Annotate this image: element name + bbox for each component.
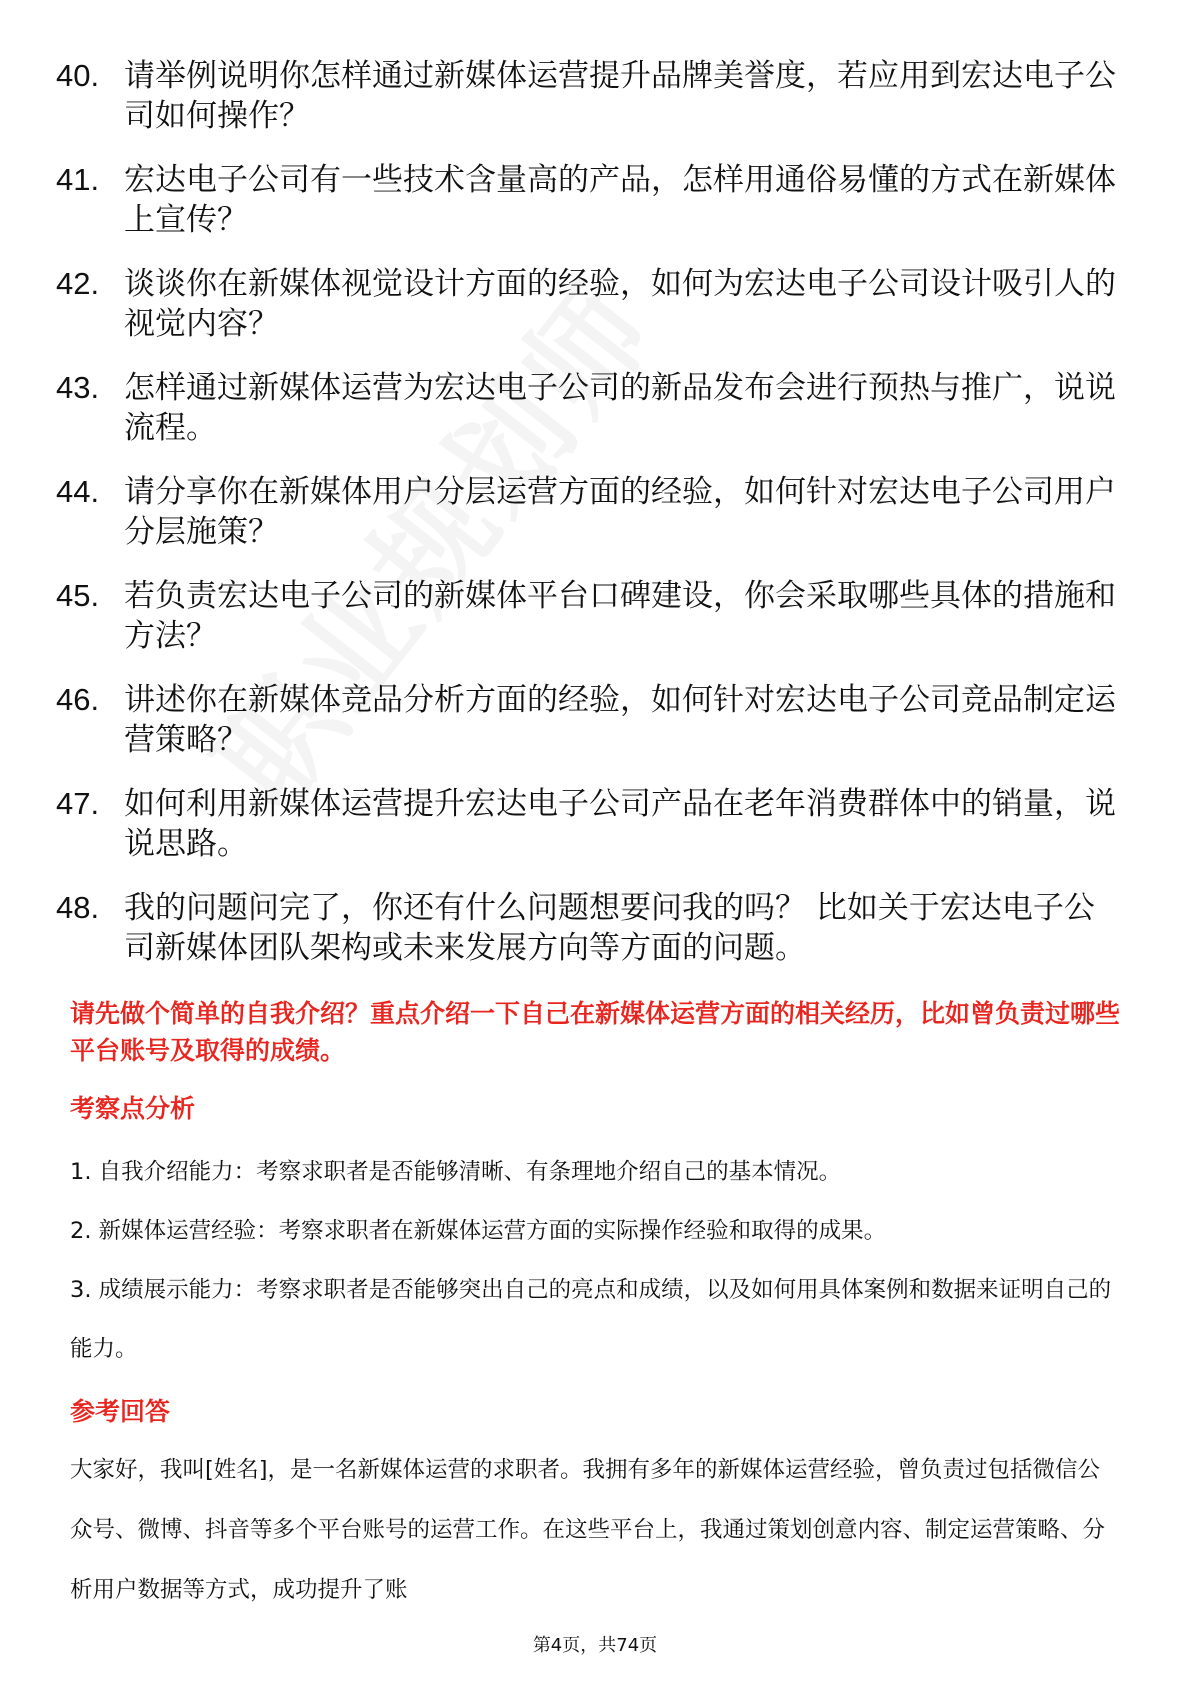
question-text: 宏达电子公司有一些技术含量高的产品，怎样用通俗易懂的方式在新媒体上宣传？ [124,162,1116,238]
question-text: 请举例说明你怎样通过新媒体运营提升品牌美誉度，若应用到宏达电子公司如何操作？ [124,58,1116,134]
question-item [56,368,1116,448]
question-item [56,56,1116,136]
question-text: 怎样通过新媒体运营为宏达电子公司的新品发布会进行预热与推广，说说流程。 [124,370,1116,446]
analysis-list [70,1143,1120,1379]
question-number: 48. [56,890,100,925]
question-text: 我的问题问完了，你还有什么问题想要问我的吗？ 比如关于宏达电子公司新媒体团队架构或未来发展方向等方面的问题。 [124,890,1095,966]
question-item [56,680,1116,760]
question-number: 40. [56,58,100,93]
question-number: 44. [56,474,100,509]
question-list [56,56,1116,992]
reference-answer-heading: 参考回答 [70,1397,171,1426]
question-number: 43. [56,370,100,405]
question-number: 42. [56,266,100,301]
question-text: 谈谈你在新媒体视觉设计方面的经验，如何为宏达电子公司设计吸引人的视觉内容？ [124,266,1116,342]
question-number: 46. [56,682,100,717]
reference-answer-text: 大家好，我叫[姓名]，是一名新媒体运营的求职者。我拥有多年的新媒体运营经验，曾负责过包括微信公众号、微博、抖音等多个平台账号的运营工作。在这些平台上，我通过策划创意内容、制定运营策略、分析用户数据等方式，成功提升了账 [70,1457,1106,1603]
question-text: 若负责宏达电子公司的新媒体平台口碑建设，你会采取哪些具体的措施和方法？ [124,578,1116,654]
question-item [56,888,1116,968]
featured-question: 请先做个简单的自我介绍？重点介绍一下自己在新媒体运营方面的相关经历，比如曾负责过哪些平台账号及取得的成绩。 [70,999,1121,1065]
question-item [56,264,1116,344]
question-item [56,576,1116,656]
page-footer: 第4页，共74页 [532,1635,658,1656]
analysis-item: 1. 自我介绍能力：考察求职者是否能够清晰、有条理地介绍自己的基本情况。 [70,1159,842,1185]
analysis-item: 2. 新媒体运营经验：考察求职者在新媒体运营方面的实际操作经验和取得的成果。 [70,1218,887,1244]
question-number: 47. [56,786,100,821]
question-text: 讲述你在新媒体竞品分析方面的经验，如何针对宏达电子公司竞品制定运营策略？ [124,682,1116,758]
question-item [56,472,1116,552]
question-item [56,160,1116,240]
question-text: 如何利用新媒体运营提升宏达电子公司产品在老年消费群体中的销量，说说思路。 [124,786,1116,862]
question-number: 45. [56,578,100,613]
analysis-heading: 考察点分析 [70,1094,196,1123]
question-number: 41. [56,162,100,197]
question-item [56,784,1116,864]
analysis-item: 3. 成绩展示能力：考察求职者是否能够突出自己的亮点和成绩，以及如何用具体案例和数据来证明自己的能力。 [70,1277,1112,1362]
question-text: 请分享你在新媒体用户分层运营方面的经验，如何针对宏达电子公司用户分层施策？ [124,474,1116,550]
